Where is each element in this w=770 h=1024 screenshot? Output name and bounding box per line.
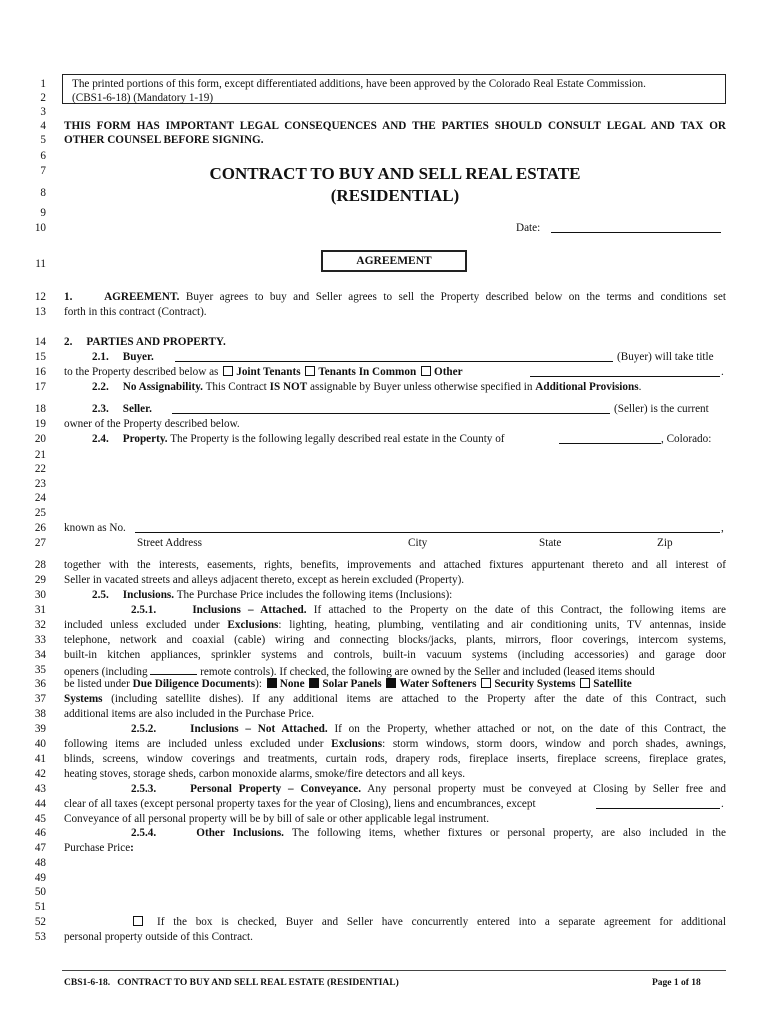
line-43 xyxy=(131,782,726,797)
joint-tenants-label: Joint Tenants xyxy=(236,366,301,378)
line-35-a: openers (including xyxy=(64,666,148,678)
line-33: telephone, network and coaxial (cable) wiring and connecting blocks/jacks, plants, mirrors, floor coverings, intercom systems, xyxy=(64,634,726,646)
colorado-text: , Colorado: xyxy=(661,433,712,445)
line-44: clear of all taxes (except personal property taxes for the year of Closing), liens and encumbrances, except xyxy=(64,798,536,810)
line-number: 38 xyxy=(34,708,46,720)
street-address-field[interactable] xyxy=(135,521,720,533)
line-36-a: be listed under xyxy=(64,678,130,690)
line-number: 18 xyxy=(34,403,46,415)
line-number: 45 xyxy=(34,813,46,825)
line-45: Conveyance of all personal property will be by bill of sale or other applicable legal instrument. xyxy=(64,813,489,825)
section-1-line-13: forth in this contract (Contract). xyxy=(64,306,207,318)
security-systems-checkbox[interactable] xyxy=(481,678,491,688)
assignability-text-b: assignable by Buyer unless otherwise specified in xyxy=(310,381,533,393)
line-number: 48 xyxy=(34,857,46,869)
remote-count-field[interactable] xyxy=(150,663,197,675)
section-1-line-12 xyxy=(64,290,726,305)
inclusions-text: The Purchase Price includes the following items (Inclusions): xyxy=(176,589,453,601)
other-checkbox[interactable] xyxy=(421,366,431,376)
city-caption: City xyxy=(408,537,428,549)
line-number: 23 xyxy=(34,478,46,490)
line-47 xyxy=(64,841,726,856)
other-inclusions-label: 2.5.4. Other Inclusions. xyxy=(131,827,284,839)
contract-title: CONTRACT TO BUY AND SELL REAL ESTATE xyxy=(209,164,581,183)
line-number: 17 xyxy=(34,381,46,393)
state-caption: State xyxy=(539,537,562,549)
notice-line-1: The printed portions of this form, except differentiated additions, have been approved by the Colorado Real Estate Commission. xyxy=(72,78,646,90)
line-number: 14 xyxy=(34,336,46,348)
line-number: 40 xyxy=(34,738,46,750)
line-number: 31 xyxy=(34,604,46,616)
property-text: The Property is the following legally described real estate in the County of xyxy=(170,433,505,445)
inclusions-attached-text: If attached to the Property on the date of this Contract, the following items are xyxy=(313,604,726,616)
footer-page-number: Page 1 of 18 xyxy=(652,978,701,988)
line-53: personal property outside of this Contract. xyxy=(64,931,253,943)
line-number: 4 xyxy=(40,120,46,132)
tenants-in-common-label: Tenants In Common xyxy=(318,366,417,378)
assignability-label: 2.2. No Assignability. xyxy=(92,381,203,393)
line-number: 19 xyxy=(34,418,46,430)
warning-line-2: OTHER COUNSEL BEFORE SIGNING. xyxy=(64,134,264,146)
section-1-text: Buyer agrees to buy and Seller agrees to sell the Property described below on the terms and conditions set xyxy=(185,291,726,303)
none-checkbox[interactable] xyxy=(267,678,277,688)
line-number: 43 xyxy=(34,783,46,795)
solar-panels-label: Solar Panels xyxy=(322,678,382,690)
satellite-systems-checkbox[interactable] xyxy=(580,678,590,688)
personal-property-label: 2.5.3. Personal Property – Conveyance. xyxy=(131,783,362,795)
inclusions-line xyxy=(92,588,726,603)
street-address-caption: Street Address xyxy=(137,537,202,549)
line-37 xyxy=(64,692,726,707)
systems-label: Systems xyxy=(64,693,103,705)
due-diligence-ref: Due Diligence Documents xyxy=(132,678,256,690)
line-number: 29 xyxy=(34,574,46,586)
line-number: 34 xyxy=(34,649,46,661)
line-41: blinds, screens, window coverings and treatments, curtain rods, drapery rods, fireplace inserts, fireplace screens, fireplace grates, xyxy=(64,753,726,765)
line-number: 13 xyxy=(34,306,46,318)
assignability-line: 2.2. No Assignability. This Contract IS NOT assignable by Buyer unless otherwise specified in Additional Provisions. xyxy=(92,381,642,393)
inclusions-label: 2.5. Inclusions. xyxy=(92,589,175,601)
county-field[interactable] xyxy=(559,432,661,444)
line-number: 42 xyxy=(34,768,46,780)
line-number: 26 xyxy=(34,522,46,534)
line-number: 41 xyxy=(34,753,46,765)
seller-tail: (Seller) is the current xyxy=(614,403,709,415)
seller-line-19: owner of the Property described below. xyxy=(64,418,240,430)
line-number: 22 xyxy=(34,463,46,475)
line-number: 51 xyxy=(34,901,46,913)
footer-form-id: CBS1-6-18. CONTRACT TO BUY AND SELL REAL ESTATE (RESIDENTIAL) xyxy=(64,978,399,988)
line-34: built-in kitchen appliances, sprinkler systems and controls, built-in vacuum systems (including accessories) and garage door xyxy=(64,649,726,661)
line-number: 12 xyxy=(34,291,46,303)
line-number: 39 xyxy=(34,723,46,735)
line-31 xyxy=(131,603,726,618)
line-number: 28 xyxy=(34,559,46,571)
section-2-heading: 2. PARTIES AND PROPERTY. xyxy=(64,336,226,348)
tenants-in-common-checkbox[interactable] xyxy=(305,366,315,376)
line-number: 35 xyxy=(34,664,46,676)
buyer-tail: (Buyer) will take title xyxy=(617,351,714,363)
line-number: 46 xyxy=(34,827,46,839)
line-number: 52 xyxy=(34,916,46,928)
line-number: 50 xyxy=(34,886,46,898)
line-39 xyxy=(131,722,726,737)
line-number: 37 xyxy=(34,693,46,705)
known-as-label: known as No. xyxy=(64,522,126,534)
line-40-c: : storm windows, storm doors, window and porch shades, awnings, xyxy=(382,738,727,750)
line-number: 44 xyxy=(34,798,46,810)
footer-rule xyxy=(62,970,726,971)
line-number: 49 xyxy=(34,872,46,884)
line-40 xyxy=(64,737,726,752)
line-number: 32 xyxy=(34,619,46,631)
notice-line-2: (CBS1-6-18) (Mandatory 1-19) xyxy=(72,92,214,104)
assignability-text-a: This Contract xyxy=(205,381,267,393)
property-label: 2.4. Property. xyxy=(92,433,168,445)
line-46 xyxy=(131,826,726,841)
line-number: 3 xyxy=(40,106,46,118)
water-softeners-label: Water Softeners xyxy=(399,678,477,690)
seller-name-field[interactable] xyxy=(172,402,610,414)
line-number: 33 xyxy=(34,634,46,646)
line-38: additional items are also included in the Purchase Price. xyxy=(64,708,315,720)
agreement-heading-box: AGREEMENT xyxy=(321,250,467,272)
line-number: 36 xyxy=(34,678,46,690)
assignability-not: IS NOT xyxy=(269,381,308,393)
seller-label: 2.3. Seller. xyxy=(92,403,152,415)
additional-provisions-ref: Additional Provisions xyxy=(535,381,639,393)
contract-page: 1 2 3 4 5 6 7 8 9 10 11 12 13 14 15 16 17 18 19 20 21 22 23 24 25 26 27 28 29 30 31 32 33 34 35 36 37 38 39 40 41 42 43 44 45 46 47 48 49 50 51 52 53 The printed portions of this form, except differentiated additions, have been approved by the Colorado Real Estate Commission. (CBS1-6-18) (Mandatory 1-19) THIS FORM HAS IMPORTANT LEGAL CONSEQUENCES AND THE PARTIES SHOULD CONSULT LEGAL AND TAX OR OTHER COUNSEL BEFORE SIGNING. CONTRACT TO BUY AND SELL REAL ESTATE (RESIDENTIAL) Date: AGREEMENT 1. AGREEMENT. Buyer agrees to buy and Seller agrees to sell the Property described below on the terms and conditions set forth in this contract (Contract). 2. PARTIES AND PROPERTY. 2.1. Buyer. (Buyer) will take title to the Property described below as Joint Tenants Tenants In Common Other . 2.2. No Assignability. This Contract IS NOT assignable by Buyer unless otherwise specified in Additional Provisions. 2.3. Seller. (Seller) is the current owner of the Property described below. 2.4. Property. The Property is the following legally described real estate in the County of , Colorado: known as No. , Street Address City State Zip together with the interests, easements, rights, benefits, improvements and attached fixtures appurtenant thereto and all interest of Seller in vacated streets and alleys adjacent thereto, except as herein excluded (Property). 2.5. Inclusions. The Purchase Price includes the following items (Inclusions): 2.5.1. Inclusions – Attached. If attached to the Property on the date of this Contract, the following items are included unless excluded under Exclusions: lighting, heating, plumbing, ventilating and air conditioning units, TV antennas, inside telephone, network and coaxial (cable) wiring and connecting blocks/jacks, plants, mirrors, floor coverings, intercom systems, built-in kitchen appliances, sprinkler systems and controls, built-in vacuum systems (including accessories) and garage door openers (including remote controls). If checked, the following are owned by the Seller and included (leased items should be listed under Due Diligence Documents): None Solar Panels Water Softeners Security Systems Satellite Systems (including satellite dishes). If any additional items are attached to the Property after the date of this Contract, such additional items are also included in the Purchase Price. 2.5.2. Inclusions – Not Attached. If on the Property, whether attached or not, on the date of this Contract, the following items are included unless excluded under Exclusions: storm windows, storm doors, window and porch shades, awnings, blinds, screens, window coverings and treatments, curtain rods, drapery rods, fireplace inserts, fireplace screens, fireplace grates, heating stoves, storage sheds, carbon monoxide alarms, smoke/fire detectors and all keys. 2.5.3. Personal Property – Conveyance. Any personal property must be conveyed at Closing by Seller free and clear of all taxes (except personal property taxes for the year of Closing), liens and encumbrances, except . Conveyance of all personal property will be by bill of sale or other applicable legal instrument. 2.5.4. Other Inclusions. The following items, whether fixtures or personal property, are also included in the Purchase Price: If the box is checked, Buyer and Seller have concurrently entered into a separate agreement for additional personal property outside of this Contract. CBS1-6-18. CONTRACT TO BUY AND SELL REAL ESTATE (RESIDENTIAL) Page 1 of 18 xyxy=(0,0,770,1024)
line-number: 9 xyxy=(40,207,46,219)
section-1-heading: 1. AGREEMENT. xyxy=(64,291,180,303)
other-title-field[interactable] xyxy=(530,365,720,377)
exclusions-ref-1: Exclusions xyxy=(227,619,279,631)
inclusions-not-attached-text: If on the Property, whether attached or not, on the date of this Contract, the xyxy=(334,723,727,735)
line-number: 30 xyxy=(34,589,46,601)
line-number: 1 xyxy=(40,78,46,90)
personal-property-text: Any personal property must be conveyed at Closing by Seller free and xyxy=(367,783,726,795)
line-number: 21 xyxy=(34,449,46,461)
date-field[interactable] xyxy=(551,221,721,233)
line-52 xyxy=(131,915,726,930)
line-29: Seller in vacated streets and alleys adjacent thereto, except as herein excluded (Property). xyxy=(64,574,465,586)
none-label: None xyxy=(279,678,305,690)
line-32 xyxy=(64,618,726,633)
purchase-price-colon: : xyxy=(130,842,134,854)
other-inclusions-text: The following items, whether fixtures or personal property, are also included in the xyxy=(291,827,726,839)
line-28: together with the interests, easements, rights, benefits, improvements and attached fixtures appurtenant thereto and all interest of xyxy=(64,559,726,571)
line-42: heating stoves, storage sheds, carbon monoxide alarms, smoke/fire detectors and all keys. xyxy=(64,768,466,780)
separate-agreement-checkbox[interactable] xyxy=(133,916,143,926)
other-inclusions-area[interactable] xyxy=(64,857,726,912)
line-36 xyxy=(64,677,726,692)
line-number: 27 xyxy=(34,537,46,549)
inclusions-attached-label: 2.5.1. Inclusions – Attached. xyxy=(131,604,307,616)
line-32-a: included unless excluded under xyxy=(64,619,220,631)
line-number: 25 xyxy=(34,507,46,519)
buyer-name-field[interactable] xyxy=(175,350,613,362)
line-number: 20 xyxy=(34,433,46,445)
zip-caption: Zip xyxy=(657,537,673,549)
joint-tenants-checkbox[interactable] xyxy=(223,366,233,376)
line-number: 10 xyxy=(34,222,46,234)
date-label: Date: xyxy=(516,222,541,234)
line-number: 6 xyxy=(40,150,46,162)
line-number: 16 xyxy=(34,366,46,378)
line-number: 11 xyxy=(35,258,46,270)
line-37-text: (including satellite dishes). If any additional items are attached to the Property after the date of this Contract, such xyxy=(111,693,726,705)
line-number: 7 xyxy=(40,165,46,177)
security-systems-label: Security Systems xyxy=(494,678,576,690)
line-number: 8 xyxy=(40,187,46,199)
contract-subtitle: (RESIDENTIAL) xyxy=(330,186,460,205)
line-40-a: following items are included unless excluded under xyxy=(64,738,324,750)
buyer-label: 2.1. Buyer. xyxy=(92,351,154,363)
line-32-c: : lighting, heating, plumbing, ventilating and air conditioning units, TV antennas, inside xyxy=(278,619,727,631)
water-softeners-checkbox[interactable] xyxy=(386,678,396,688)
line-number: 24 xyxy=(34,492,46,504)
line-number: 53 xyxy=(34,931,46,943)
separate-agreement-text: If the box is checked, Buyer and Seller have concurrently entered into a separate agreement for additional xyxy=(157,916,726,928)
solar-panels-checkbox[interactable] xyxy=(309,678,319,688)
line-35-b: remote controls). If checked, the following are owned by the Seller and included (leased items should xyxy=(200,666,655,678)
line-number: 47 xyxy=(34,842,46,854)
encumbrances-except-field[interactable] xyxy=(596,797,720,809)
legal-description-area[interactable] xyxy=(64,448,726,518)
line-number: 5 xyxy=(40,134,46,146)
exclusions-ref-2: Exclusions xyxy=(331,738,383,750)
purchase-price-text: Purchase Price xyxy=(64,842,131,854)
inclusions-not-attached-label: 2.5.2. Inclusions – Not Attached. xyxy=(131,723,328,735)
line-number: 2 xyxy=(40,92,46,104)
title-lead-text: to the Property described below as xyxy=(64,366,219,378)
line-number: 15 xyxy=(34,351,46,363)
other-label: Other xyxy=(434,366,463,378)
line-36-c: ): xyxy=(255,678,262,690)
warning-line-1: THIS FORM HAS IMPORTANT LEGAL CONSEQUENCES AND THE PARTIES SHOULD CONSULT LEGAL AND TAX OR xyxy=(64,120,726,132)
satellite-label: Satellite xyxy=(593,678,632,690)
